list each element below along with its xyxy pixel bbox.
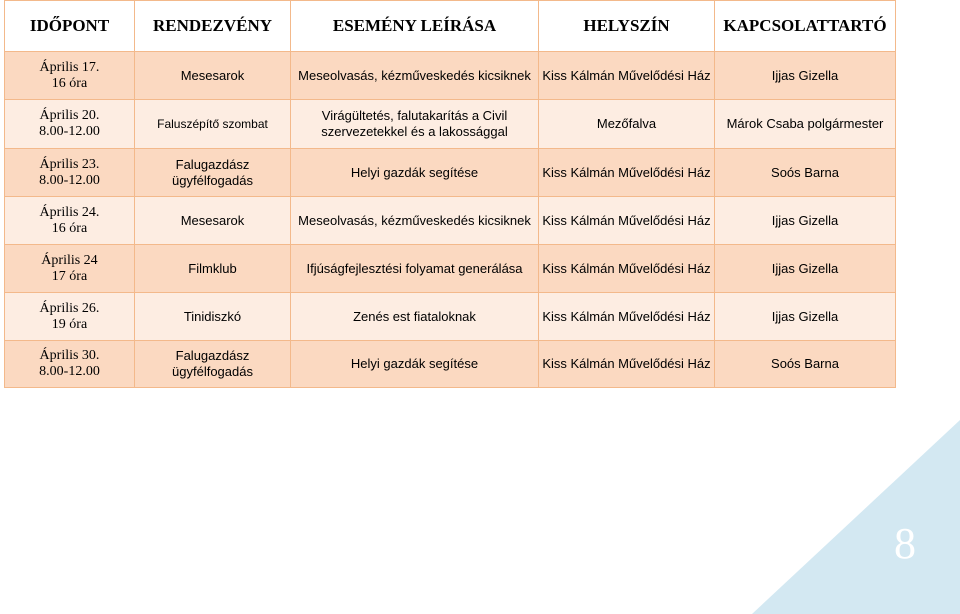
- header-event: RENDEZVÉNY: [135, 1, 291, 52]
- table-row: [5, 293, 896, 341]
- contact-cell: Soós Barna: [715, 149, 896, 197]
- event-line: ügyfélfogadás: [172, 364, 253, 379]
- location-cell: Kiss Kálmán Művelődési Ház: [539, 341, 715, 388]
- description-cell: [291, 100, 539, 149]
- event-line: Falugazdász: [175, 156, 250, 172]
- table-row: [5, 100, 896, 149]
- event-cell: [135, 149, 291, 197]
- contact-cell: Soós Barna: [715, 341, 896, 388]
- date-cell: [5, 245, 135, 293]
- date-line: Április 24: [41, 252, 98, 268]
- description-cell: Helyi gazdák segítése: [291, 341, 539, 388]
- date-cell: [5, 149, 135, 197]
- time-line: 8.00-12.00: [39, 172, 100, 188]
- table-row: [5, 52, 896, 100]
- event-cell: Faluszépítő szombat: [135, 100, 291, 149]
- description-cell: Meseolvasás, kézműveskedés kicsiknek: [291, 52, 539, 100]
- location-cell: Kiss Kálmán Művelődési Ház: [539, 52, 715, 100]
- description-cell: Helyi gazdák segítése: [291, 149, 539, 197]
- contact-cell: Ijjas Gizella: [715, 197, 896, 245]
- event-line: ügyfélfogadás: [172, 172, 253, 188]
- date-cell: [5, 100, 135, 149]
- time-line: 19 óra: [51, 316, 88, 332]
- table-header-row: [5, 1, 896, 52]
- time-line: 17 óra: [51, 268, 88, 284]
- description-line: szervezetekkel és a lakossággal: [321, 124, 508, 139]
- event-line: Falugazdász: [175, 348, 250, 363]
- table-row: [5, 341, 896, 388]
- date-line: Április 17.: [39, 59, 100, 75]
- table-row: [5, 197, 896, 245]
- page-number: 8: [894, 519, 916, 568]
- table-row: [5, 245, 896, 293]
- date-cell: [5, 197, 135, 245]
- header-location: HELYSZÍN: [539, 1, 715, 52]
- date-cell: [5, 341, 135, 388]
- contact-cell: Ijjas Gizella: [715, 293, 896, 341]
- header-description: ESEMÉNY LEÍRÁSA: [291, 1, 539, 52]
- location-cell: Kiss Kálmán Művelődési Ház: [539, 245, 715, 293]
- date-cell: [5, 52, 135, 100]
- date-cell: [5, 293, 135, 341]
- event-cell: [135, 341, 291, 388]
- event-cell: Mesesarok: [135, 197, 291, 245]
- corner-triangle: [752, 420, 960, 614]
- event-cell: Mesesarok: [135, 52, 291, 100]
- date-line: Április 24.: [39, 204, 100, 220]
- time-line: 8.00-12.00: [39, 364, 100, 379]
- date-line: Április 23.: [39, 156, 100, 172]
- time-line: 16 óra: [51, 75, 88, 91]
- table-row: [5, 149, 896, 197]
- contact-cell: Ijjas Gizella: [715, 52, 896, 100]
- time-line: 16 óra: [51, 220, 88, 236]
- description-cell: Meseolvasás, kézműveskedés kicsiknek: [291, 197, 539, 245]
- date-line: Április 26.: [39, 300, 100, 316]
- location-cell: Kiss Kálmán Művelődési Ház: [539, 149, 715, 197]
- contact-cell: Márok Csaba polgármester: [715, 100, 896, 149]
- time-line: 8.00-12.00: [39, 124, 100, 139]
- location-cell: Kiss Kálmán Művelődési Ház: [539, 197, 715, 245]
- date-line: Április 20.: [39, 108, 100, 123]
- description-cell: Zenés est fiataloknak: [291, 293, 539, 341]
- contact-cell: Ijjas Gizella: [715, 245, 896, 293]
- description-cell: Ifjúságfejlesztési folyamat generálása: [291, 245, 539, 293]
- description-line: Virágültetés, falutakarítás a Civil: [321, 108, 508, 123]
- location-cell: Mezőfalva: [539, 100, 715, 149]
- header-date: IDŐPONT: [5, 1, 135, 52]
- location-cell: Kiss Kálmán Művelődési Ház: [539, 293, 715, 341]
- event-schedule-table: [4, 0, 896, 388]
- event-cell: Filmklub: [135, 245, 291, 293]
- date-line: Április 30.: [39, 348, 100, 363]
- event-cell: Tinidiszkó: [135, 293, 291, 341]
- header-contact: KAPCSOLATTARTÓ: [715, 1, 896, 52]
- corner-decoration: [752, 420, 960, 614]
